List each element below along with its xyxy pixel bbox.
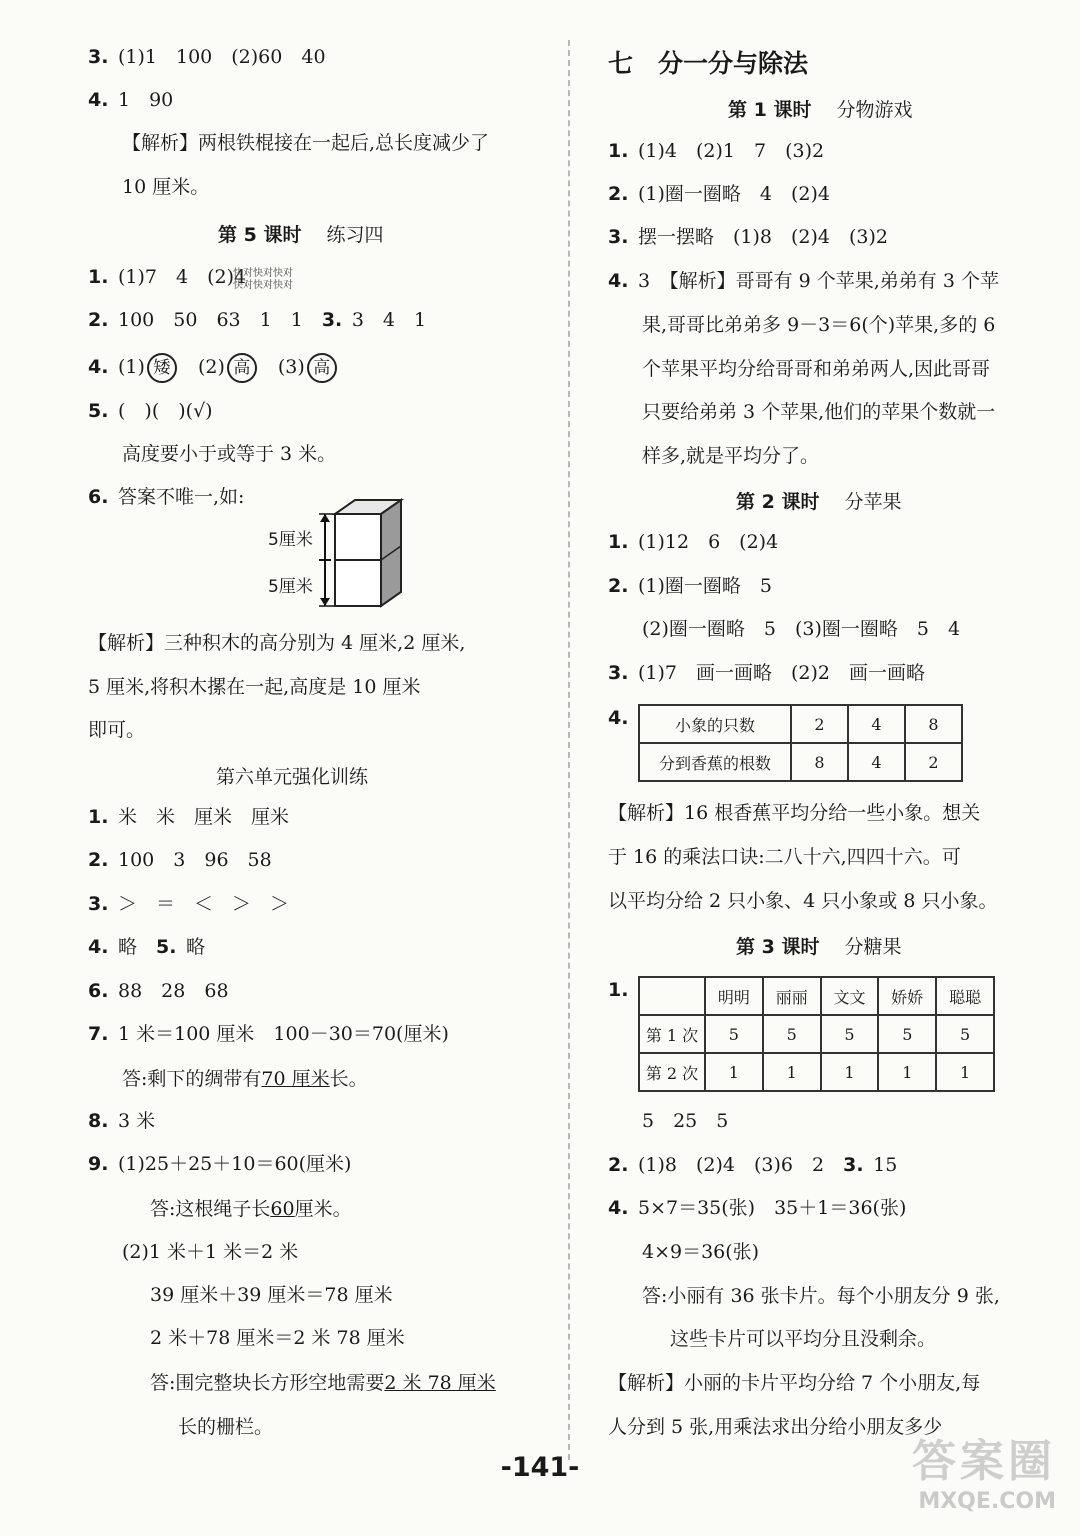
table-cell [639, 977, 705, 1015]
answer-line: 3. ＞ ＝ ＜ ＞ ＞ [88, 893, 290, 915]
analysis-line: 以平均分给 2 只小象、4 只小象或 8 只小象。 [608, 890, 998, 912]
watermark-url: MXQE.COM [918, 1489, 1056, 1514]
answer-line: 答:小丽有 36 张卡片。每个小朋友分 9 张, [642, 1285, 1000, 1307]
lesson-heading: 第 2 课时 分苹果 [736, 491, 902, 513]
answer-line: 高度要小于或等于 3 米。 [122, 443, 337, 465]
table-cell: 小象的只数 [639, 705, 791, 743]
height-label: 5厘米 [268, 577, 313, 597]
table-cell: 5 [878, 1015, 936, 1053]
analysis-line: 个苹果平均分给哥哥和弟弟两人,因此哥哥 [642, 358, 991, 380]
answer-line: 4. [608, 707, 629, 729]
table-cell: 明明 [705, 977, 763, 1015]
candy-distribution-table [638, 976, 995, 1092]
height-label: 5厘米 [268, 530, 313, 550]
analysis-line: 10 厘米。 [122, 176, 210, 198]
answer-line: 4. 略 5. 略 [88, 936, 206, 958]
answer-line: 6. 答案不唯一,如: [88, 486, 245, 508]
answer-line: 答:围完整块长方形空地需要2 米 78 厘米 [150, 1372, 496, 1394]
analysis-line: 5 厘米,将积木摞在一起,高度是 10 厘米 [88, 676, 421, 698]
table-cell: 第 1 次 [639, 1015, 705, 1053]
answer-line: 4. 1 90 [88, 89, 174, 111]
answer-line: 2. 100 50 63 1 1 3. 3 4 1 [88, 309, 427, 331]
answer-line: 2 米＋78 厘米＝2 米 78 厘米 [150, 1327, 405, 1349]
answer-line: 1. (1)7 4 (2)4 [88, 266, 247, 288]
answer-line: 1. (1)4 (2)1 7 (3)2 [608, 140, 825, 162]
table-cell: 5 [821, 1015, 879, 1053]
table-cell: 1 [821, 1053, 879, 1091]
stacked-blocks-figure [263, 496, 423, 616]
table-cell: 娇娇 [878, 977, 936, 1015]
table-cell: 1 [936, 1053, 994, 1091]
answer-line: 长的栅栏。 [178, 1416, 274, 1438]
answer-line: 答:剩下的绸带有70 厘米长。 [122, 1068, 368, 1090]
elephant-banana-table [638, 704, 963, 782]
lesson-heading: 第 5 课时 练习四 [218, 224, 384, 246]
analysis-line: 人分到 5 张,用乘法求出分给小朋友多少 [608, 1416, 943, 1438]
answer-line: 答:这根绳子长60厘米。 [150, 1198, 352, 1220]
page-number: -141- [500, 1452, 580, 1483]
answer-line: 1. 米 米 厘米 厘米 [88, 806, 290, 828]
table-cell: 5 [936, 1015, 994, 1053]
analysis-line: 即可。 [88, 719, 146, 741]
blocks-drawing [263, 496, 423, 616]
lesson-heading: 第 1 课时 分物游戏 [728, 99, 913, 121]
answer-line: 8. 3 米 [88, 1110, 156, 1132]
answer-line: 9. (1)25＋25＋10＝60(厘米) [88, 1153, 352, 1175]
analysis-line: 于 16 的乘法口诀:二八十六,四四十六。可 [608, 846, 961, 868]
answer-line: 2. (1)8 (2)4 (3)6 2 3. 15 [608, 1154, 898, 1176]
answer-line: (2)1 米＋1 米＝2 米 [122, 1241, 299, 1263]
analysis-line: 样多,就是平均分了。 [642, 445, 820, 467]
answer-line: 2. 100 3 96 58 [88, 849, 272, 871]
table-cell: 8 [791, 743, 848, 781]
table-row [639, 1015, 994, 1053]
answer-line: 1. (1)12 6 (2)4 [608, 531, 779, 553]
answer-line: 这些卡片可以平均分且没剩余。 [670, 1328, 937, 1350]
answer-line: 4. 3 【解析】哥哥有 9 个苹果,弟弟有 3 个苹 [608, 270, 999, 292]
lesson-heading: 第 3 课时 分糖果 [736, 936, 902, 958]
unit-title: 七 分一分与除法 [608, 49, 809, 78]
table-cell: 4 [848, 705, 905, 743]
table-row [639, 743, 962, 781]
answer-line: 4. 5×7＝35(张) 35＋1＝36(张) [608, 1197, 907, 1219]
answer-line: 2. (1)圈一圈略 5 [608, 575, 773, 597]
table-cell: 5 [705, 1015, 763, 1053]
table-cell: 8 [905, 705, 962, 743]
answer-line: 6. 88 28 68 [88, 980, 229, 1002]
table-cell: 4 [848, 743, 905, 781]
circled-answer: 矮 [147, 353, 177, 383]
table-cell: 1 [763, 1053, 821, 1091]
circled-answer: 高 [227, 353, 257, 383]
answer-line: 1. [608, 979, 629, 1001]
table-cell: 聪聪 [936, 977, 994, 1015]
answer-line: 3. (1)7 画一画略 (2)2 画一画略 [608, 662, 926, 684]
column-divider [568, 40, 570, 1460]
table-cell: 2 [791, 705, 848, 743]
analysis-line: 【解析】三种积木的高分别为 4 厘米,2 厘米, [88, 632, 466, 654]
answer-line: 4×9＝36(张) [642, 1241, 760, 1263]
answer-line: 3. 摆一摆略 (1)8 (2)4 (3)2 [608, 226, 889, 248]
answer-line: 5. ( )( )(√) [88, 400, 213, 422]
answer-line: 4. (1) 矮 (2) 高 (3) 高 [88, 353, 339, 383]
stamp-text: 快对快对快对 快对快对快对 [233, 268, 293, 291]
analysis-line: 果,哥哥比弟弟多 9－3＝6(个)苹果,多的 6 [642, 314, 996, 336]
analysis-line: 只要给弟弟 3 个苹果,他们的苹果个数就一 [642, 401, 996, 423]
answer-line: 39 厘米＋39 厘米＝78 厘米 [150, 1284, 393, 1306]
answer-line: 2. (1)圈一圈略 4 (2)4 [608, 183, 831, 205]
table-row [639, 705, 962, 743]
table-cell: 2 [905, 743, 962, 781]
answer-line: 5 25 5 [642, 1110, 729, 1132]
answer-line: (2)圈一圈略 5 (3)圈一圈略 5 4 [642, 618, 961, 640]
table-cell: 5 [763, 1015, 821, 1053]
table-cell: 文文 [821, 977, 879, 1015]
table-cell: 丽丽 [763, 977, 821, 1015]
circled-answer: 高 [307, 353, 337, 383]
table-row [639, 1053, 994, 1091]
table-cell: 1 [705, 1053, 763, 1091]
watermark [912, 1425, 1056, 1514]
table-row [639, 977, 994, 1015]
analysis-line: 【解析】16 根香蕉平均分给一些小象。想关 [608, 802, 981, 824]
watermark-logo: 答案圈 [912, 1436, 1056, 1487]
table-cell: 分到香蕉的根数 [639, 743, 791, 781]
table-cell: 第 2 次 [639, 1053, 705, 1091]
answer-line: 7. 1 米＝100 厘米 100－30＝70(厘米) [88, 1023, 449, 1045]
answer-line: 3. (1)1 100 (2)60 40 [88, 46, 326, 68]
analysis-line: 【解析】小丽的卡片平均分给 7 个小朋友,每 [608, 1372, 981, 1394]
table-cell: 1 [878, 1053, 936, 1091]
analysis-line: 【解析】两根铁棍接在一起后,总长度减少了 [122, 132, 490, 154]
unit-review-heading: 第六单元强化训练 [216, 766, 369, 788]
